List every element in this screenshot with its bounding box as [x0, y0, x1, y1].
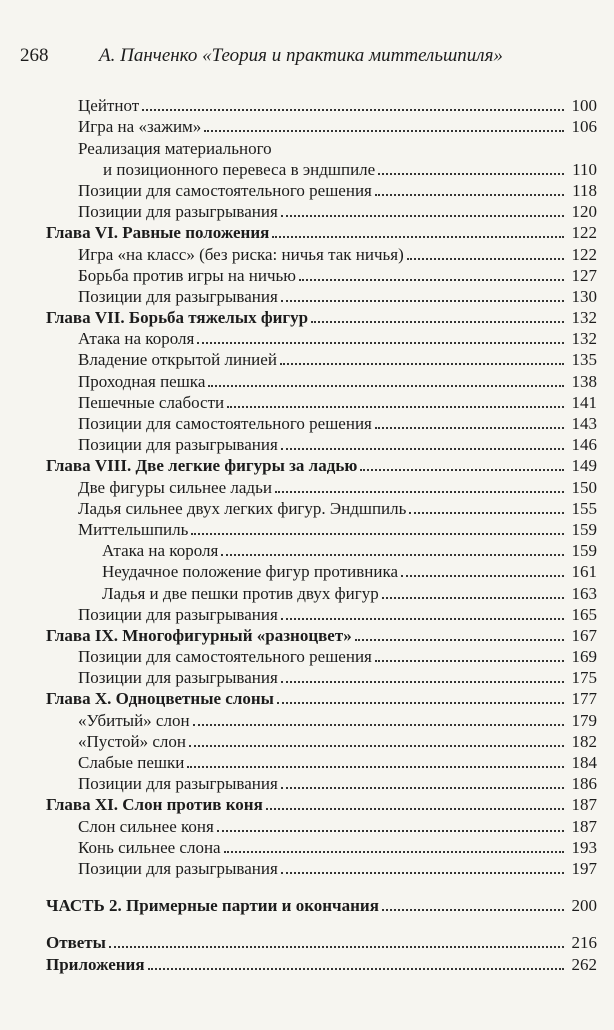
dot-leader — [375, 427, 564, 429]
dot-leader — [227, 406, 564, 408]
dot-leader — [277, 702, 564, 704]
dot-leader — [299, 279, 564, 281]
dot-leader — [191, 533, 564, 535]
toc-entry-title: Пешечные слабости — [78, 392, 225, 412]
toc-entry-page: 169 — [571, 647, 597, 667]
toc-entry-page: 200 — [571, 896, 597, 916]
dot-leader — [266, 808, 564, 810]
toc-entry-title: Цейтнот — [78, 96, 140, 116]
dot-leader — [109, 946, 564, 948]
toc-entry-page: 175 — [571, 668, 597, 688]
dot-leader — [189, 745, 564, 747]
dot-leader — [281, 681, 564, 683]
toc-entry — [46, 307, 597, 328]
toc-entry-page: 122 — [571, 223, 597, 243]
toc-entry-page: 120 — [571, 202, 597, 222]
toc-entry — [46, 667, 597, 688]
dot-leader — [375, 194, 564, 196]
toc-entry-page: 159 — [571, 519, 597, 539]
toc-entry-title: и позиционного перевеса в эндшпиле — [103, 159, 376, 179]
toc-entry — [46, 895, 597, 916]
toc-entry-page: 132 — [571, 329, 597, 349]
toc-entry — [46, 604, 597, 625]
dot-leader — [407, 258, 564, 260]
toc-entry — [46, 731, 597, 752]
toc-entry-title: «Пустой» слон — [78, 731, 187, 751]
toc-entry — [46, 455, 597, 476]
toc-entry-title: Миттельшпиль — [78, 519, 189, 539]
toc-entry — [46, 498, 597, 519]
dot-leader — [193, 724, 564, 726]
toc-entry-title: Позиции для разыгрывания — [78, 668, 278, 688]
dot-leader — [382, 909, 564, 911]
toc-entry-title: Глава VI. Равные положения — [46, 223, 270, 243]
toc-entry-page: 106 — [571, 117, 597, 137]
dot-leader — [281, 618, 564, 620]
toc-entry-title: Неудачное положение фигур противника — [102, 562, 398, 582]
toc-entry-page: 161 — [571, 562, 597, 582]
toc-entry-title: Позиции для самостоятельного решения — [78, 414, 372, 433]
toc-entry-page: 187 — [571, 816, 597, 836]
toc-entry — [46, 688, 597, 709]
toc-entry — [46, 709, 597, 730]
toc-entry-title: Приложения — [46, 954, 145, 974]
dot-leader — [355, 639, 564, 641]
toc-entry-title: Позиции для разыгрывания — [78, 202, 278, 222]
toc-entry-title: Слабые пешки — [78, 753, 185, 772]
toc-entry-page: 197 — [571, 858, 597, 878]
toc-entry — [46, 201, 597, 222]
dot-leader — [281, 215, 564, 217]
toc-entry — [46, 434, 597, 455]
toc-entry-title: Позиции для разыгрывания — [78, 604, 278, 624]
page-number: 268 — [20, 45, 49, 66]
toc-entry-page: 100 — [571, 96, 597, 116]
toc-entry — [46, 646, 597, 667]
toc-entry-page: 149 — [571, 456, 597, 476]
toc-entry-page: 118 — [572, 180, 597, 200]
dot-leader — [281, 872, 564, 874]
toc-entry — [46, 370, 597, 391]
toc-entry — [46, 286, 597, 307]
toc-entry — [46, 625, 597, 646]
toc-entry-page: 187 — [571, 795, 597, 815]
toc-entry-page: 262 — [571, 954, 597, 974]
toc-entry-title: Глава VII. Борьба тяжелых фигур — [46, 308, 309, 328]
dot-leader — [217, 830, 564, 832]
dot-leader — [281, 787, 564, 789]
toc-entry — [46, 95, 597, 116]
toc-entry-title: Позиции для разыгрывания — [78, 858, 278, 878]
toc-entry-page: 130 — [571, 286, 597, 306]
toc-entry — [46, 476, 597, 497]
dot-leader — [272, 236, 564, 238]
toc-entry-title: Реализация материального — [78, 138, 272, 158]
dot-leader — [280, 363, 564, 365]
toc-entry-page: 184 — [571, 753, 597, 772]
dot-leader — [148, 968, 564, 970]
toc-entry-title: Глава VIII. Две легкие фигуры за ладью — [46, 456, 358, 476]
dot-leader — [275, 491, 564, 493]
toc-entry-title: Ответы — [46, 933, 106, 953]
toc-entry-page: 135 — [571, 350, 597, 370]
toc-entry-title: Позиции для самостоятельного решения — [78, 180, 372, 200]
toc-entry-title: Глава XI. Слон против коня — [46, 795, 263, 815]
toc-entry — [46, 222, 597, 243]
toc-entry-page: 193 — [571, 837, 597, 857]
toc-entry-page: 110 — [572, 159, 597, 179]
toc-entry-page: 165 — [571, 604, 597, 624]
toc-entry — [46, 243, 597, 264]
toc-entry-page: 143 — [571, 414, 597, 433]
dot-leader — [142, 109, 564, 111]
toc-entry-title: Позиции для самостоятельного решения — [78, 647, 372, 667]
toc-entry-title: Ладья сильнее двух легких фигур. Эндшпиль — [78, 498, 407, 518]
toc-entry-title: Атака на короля — [102, 541, 219, 561]
dot-leader — [311, 321, 564, 323]
toc-entry-page: 138 — [571, 371, 597, 391]
toc-entry-page: 122 — [571, 244, 597, 264]
toc-entry — [46, 392, 597, 413]
toc-entry — [46, 328, 597, 349]
toc-entry-page: 177 — [571, 689, 597, 709]
toc-entry-title: «Убитый» слон — [78, 710, 190, 730]
toc-entry-title: Две фигуры сильнее ладьи — [78, 477, 272, 497]
toc-entry-page: 179 — [571, 710, 597, 730]
toc-entry — [46, 752, 597, 773]
toc-entry — [46, 116, 597, 137]
toc-entry-page: 186 — [571, 774, 597, 794]
toc-entry — [46, 794, 597, 815]
table-of-contents — [46, 95, 597, 975]
running-title: А. Панченко «Теория и практика миттельшпиля» — [99, 45, 503, 66]
dot-leader — [375, 660, 564, 662]
dot-leader — [204, 130, 564, 132]
toc-entry-title: Конь сильнее слона — [78, 837, 221, 857]
toc-entry-page: 127 — [571, 265, 597, 285]
toc-entry — [46, 349, 597, 370]
toc-entry — [46, 180, 597, 201]
dot-leader — [208, 385, 564, 387]
toc-entry — [46, 582, 597, 603]
toc-entry-page: 167 — [571, 625, 597, 645]
toc-entry — [46, 932, 597, 953]
toc-entry — [46, 265, 597, 286]
toc-entry — [46, 837, 597, 858]
toc-entry-page: 141 — [571, 392, 597, 412]
toc-entry-title: Позиции для разыгрывания — [78, 435, 278, 455]
toc-entry-title: Атака на короля — [78, 329, 195, 349]
dot-leader — [221, 554, 564, 556]
toc-entry-page: 159 — [571, 541, 597, 561]
dot-leader — [409, 512, 564, 514]
toc-entry-title: Игра «на класс» (без риска: ничья так ничья) — [78, 244, 404, 264]
dot-leader — [187, 766, 564, 768]
toc-entry — [46, 137, 597, 158]
toc-entry-title: Борьба против игры на ничью — [78, 265, 296, 285]
dot-leader — [224, 851, 564, 853]
toc-entry — [46, 858, 597, 879]
toc-entry-title: ЧАСТЬ 2. Примерные партии и окончания — [46, 896, 379, 916]
toc-entry — [46, 540, 597, 561]
toc-entry-page: 150 — [571, 477, 597, 497]
toc-entry — [46, 413, 597, 434]
toc-entry — [46, 561, 597, 582]
dot-leader — [382, 597, 564, 599]
toc-entry-title: Ладья и две пешки против двух фигур — [102, 583, 379, 603]
toc-entry-page: 155 — [571, 498, 597, 518]
toc-entry-title: Проходная пешка — [78, 371, 206, 391]
toc-entry — [46, 773, 597, 794]
dot-leader — [281, 300, 564, 302]
toc-entry — [46, 953, 597, 974]
dot-leader — [378, 173, 564, 175]
toc-entry-title: Глава IX. Многофигурный «разноцвет» — [46, 625, 352, 645]
dot-leader — [281, 448, 564, 450]
dot-leader — [401, 575, 564, 577]
toc-entry-page: 132 — [571, 308, 597, 328]
toc-entry-title: Позиции для разыгрывания — [78, 774, 278, 794]
dot-leader — [197, 342, 564, 344]
toc-entry-page: 146 — [571, 435, 597, 455]
toc-entry-page: 182 — [571, 731, 597, 751]
toc-entry-title: Позиции для разыгрывания — [78, 286, 278, 306]
toc-entry-title: Игра на «зажим» — [78, 117, 202, 137]
toc-entry-title: Владение открытой линией — [78, 350, 277, 370]
dot-leader — [360, 469, 564, 471]
toc-entry — [46, 519, 597, 540]
toc-entry — [46, 159, 597, 180]
toc-entry-title: Слон сильнее коня — [78, 816, 214, 836]
toc-entry-page: 216 — [571, 933, 597, 953]
toc-entry-page: 163 — [571, 583, 597, 603]
toc-entry-title: Глава X. Одноцветные слоны — [46, 689, 274, 709]
toc-entry — [46, 815, 597, 836]
